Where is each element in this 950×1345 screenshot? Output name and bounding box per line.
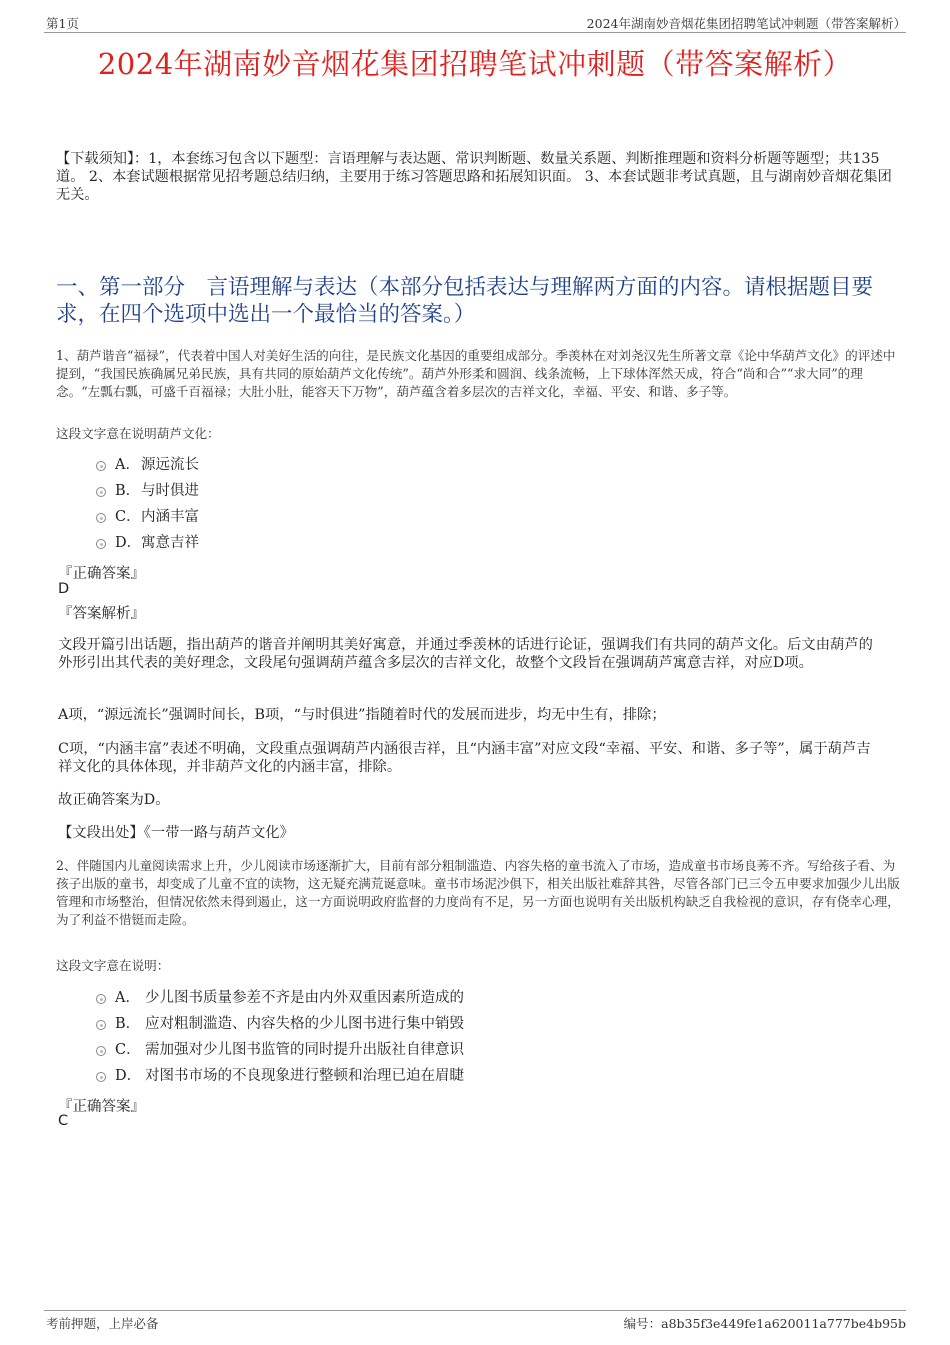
question-1-prompt: 这段文字意在说明葫芦文化： bbox=[56, 426, 220, 441]
answer-label: 『正确答案』 bbox=[58, 566, 145, 582]
analysis-label: 『答案解析』 bbox=[58, 606, 145, 622]
footer-slogan: 考前押题，上岸必备 bbox=[46, 1316, 159, 1331]
question-2-text: 2、伴随国内儿童阅读需求上升，少儿阅读市场逐渐扩大，目前有部分粗制滥造、内容失格的童书流入了市场，造成童书市场良莠不齐。写给孩子看、为孩子出版的童书，却变成了儿童不宜的读物，这无疑充满荒诞意味。童书市场泥沙俱下，相关出版社难辞其咎，尽管各部门已三令五申要求加强少儿出版管理和市场整治，但情况依然未得到遏止，这一方面说明政府监督的力度尚有不足，另一方面也说明有关出版机构缺乏自我检视的意识，存有侥幸心理，为了利益不惜铤而走险。 bbox=[56, 858, 900, 927]
radio-icon[interactable] bbox=[96, 1072, 106, 1082]
footer-serial: 编号：a8b35f3e449fe1a620011a777be4b95b bbox=[623, 1316, 906, 1331]
radio-icon[interactable] bbox=[96, 1046, 106, 1056]
radio-icon[interactable] bbox=[96, 994, 106, 1004]
radio-icon[interactable] bbox=[96, 1020, 106, 1030]
radio-icon[interactable] bbox=[96, 461, 106, 471]
page-title: 2024年湖南妙音烟花集团招聘笔试冲刺题（带答案解析） bbox=[97, 47, 853, 81]
footer-divider bbox=[44, 1310, 906, 1311]
question-1-text: 1、葫芦谐音“福禄”，代表着中国人对美好生活的向往，是民族文化基因的重要组成部分。季羡林在对刘尧汉先生所著文章《论中华葫芦文化》的评述中提到，“我国民族确属兄弟民族，具有共同的原始葫芦文化传统”。葫芦外形柔和圆润、线条流畅，上下球体浑然天成，符合“尚和合”“求大同”的理念。“左瓢右瓢，可盛千百福禄；大肚小肚，能容天下万物”，葫芦蕴含着多层次的吉祥文化，幸福、平安、和谐、多子等。 bbox=[56, 348, 896, 399]
download-notice: 【下载须知】：1，本套练习包含以下题型：言语理解与表达题、常识判断题、数量关系题、判断推理题和资料分析题等题型；共135道。 2、本套试题根据常见招考题总结归纳，主要用于练习答题思路和拓展知识面。 3、本套试题非考试真题，且与湖南妙音烟花集团无关。 bbox=[56, 151, 892, 203]
section-heading: 一、第一部分 言语理解与表达（本部分包括表达与理解两方面的内容。请根据题目要求，在四个选项中选出一个最恰当的答案。） bbox=[56, 275, 874, 327]
answer-value: C bbox=[58, 1113, 69, 1129]
analysis-paragraph: 文段开篇引出话题，指出葫芦的谐音并阐明其美好寓意，并通过季羡林的话进行论证，强调我们有共同的葫芦文化。后文由葫芦的外形引出其代表的美好理念，文段尾句强调葫芦蕴含多层次的吉祥文化，故整个文段旨在强调葫芦寓意吉祥，对应D项。 bbox=[58, 637, 873, 671]
radio-icon[interactable] bbox=[96, 539, 106, 549]
page-number: 第1页 bbox=[46, 16, 79, 31]
header-doc-title: 2024年湖南妙音烟花集团招聘笔试冲刺题（带答案解析） bbox=[586, 16, 906, 31]
analysis-paragraph: C项，“内涵丰富”表述不明确，文段重点强调葫芦内涵很吉祥，且“内涵丰富”对应文段“幸福、平安、和谐、多子等”，属于葫芦吉祥文化的具体体现，并非葫芦文化的内涵丰富，排除。 bbox=[58, 741, 871, 775]
analysis-paragraph: 故正确答案为D。 bbox=[58, 792, 170, 808]
source-citation: 【文段出处】《一带一路与葫芦文化》 bbox=[58, 825, 294, 841]
question-2-prompt: 这段文字意在说明： bbox=[56, 958, 170, 973]
analysis-paragraph: A项，“源远流长”强调时间长，B项，“与时俱进”指随着时代的发展而进步，均无中生有，排除； bbox=[58, 707, 666, 723]
radio-icon[interactable] bbox=[96, 487, 106, 497]
answer-label: 『正确答案』 bbox=[58, 1099, 145, 1115]
document-page: 第1页 2024年湖南妙音烟花集团招聘笔试冲刺题（带答案解析） 2024年湖南妙音烟花集团招聘笔试冲刺题（带答案解析） 【下载须知】：1，本套练习包含以下题型：言语理解与表达题、常识判断题、数量关系题、判断推理题和资料分析题等题型；共135道。 2、本套试题根据常见招考题总结归纳，主要用于练习答题思路和拓展知识面。 3、本套试题非考试真题，且与湖南妙音烟花集团无关。 一、第一部分 言语理解与表达（本部分包括表达与理解两方面的内容。请根据题目要求，在四个选项中选出一个最恰当的答案。） 1、葫芦谐音“福禄”，代表着中国人对美好生活的向往，是民族文化基因的重要组成部分。季羡林在对刘尧汉先生所著文章《论中华葫芦文化》的评述中提到，“我国民族确属兄弟民族，具有共同的原始葫芦文化传统”。葫芦外形柔和圆润、线条流畅，上下球体浑然天成，符合“尚和合”“求大同”的理念。“左瓢右瓢，可盛千百福禄；大肚小肚，能容天下万物”，葫芦蕴含着多层次的吉祥文化，幸福、平安、和谐、多子等。 这段文字意在说明葫芦文化： A． 源远流长 B． 与时俱进 C． 内涵丰富 D． 寓意吉祥 『正确答案』 D 『答案解析』 文段开篇引出话题，指出葫芦的谐音并阐明其美好寓意，并通过季羡林的话进行论证，强调我们有共同的葫芦文化。后文由葫芦的外形引出其代表的美好理念，文段尾句强调葫芦蕴含多层次的吉祥文化，故整个文段旨在强调葫芦寓意吉祥，对应D项。 A项，“源远流长”强调时间长，B项，“与时俱进”指随着时代的发展而进步，均无中生有，排除； C项，“内涵丰富”表述不明确，文段重点强调葫芦内涵很吉祥，且“内涵丰富”对应文段“幸福、平安、和谐、多子等”，属于葫芦吉祥文化的具体体现，并非葫芦文化的内涵丰富，排除。 故正确答案为D。 【文段出处】《一带一路与葫芦文化》 2、伴随国内儿童阅读需求上升，少儿阅读市场逐渐扩大，目前有部分粗制滥造、内容失格的童书流入了市场，造成童书市场良莠不齐。写给孩子看、为孩子出版的童书，却变成了儿童不宜的读物，这无疑充满荒诞意味。童书市场泥沙俱下，相关出版社难辞其咎，尽管各部门已三令五申要求加强少儿出版管理和市场整治，但情况依然未得到遏止，这一方面说明政府监督的力度尚有不足，另一方面也说明有关出版机构缺乏自我检视的意识，存有侥幸心理，为了利益不惜铤而走险。 这段文字意在说明： A． 少儿图书质量参差不齐是由内外双重因素所造成的 B． 应对粗制滥造、内容失格的少儿图书进行集中销毁 C． 需加强对少儿图书监管的同时提升出版社自律意识 D． 对图书市场的不良现象进行整顿和治理已迫在眉睫 『正确答案』 C 考前押题，上岸必备 编号：a8b35f3e449fe1a620011a777be4b95b bbox=[0, 0, 950, 1345]
answer-value: D bbox=[58, 581, 70, 597]
header-divider bbox=[44, 32, 906, 33]
radio-icon[interactable] bbox=[96, 513, 106, 523]
